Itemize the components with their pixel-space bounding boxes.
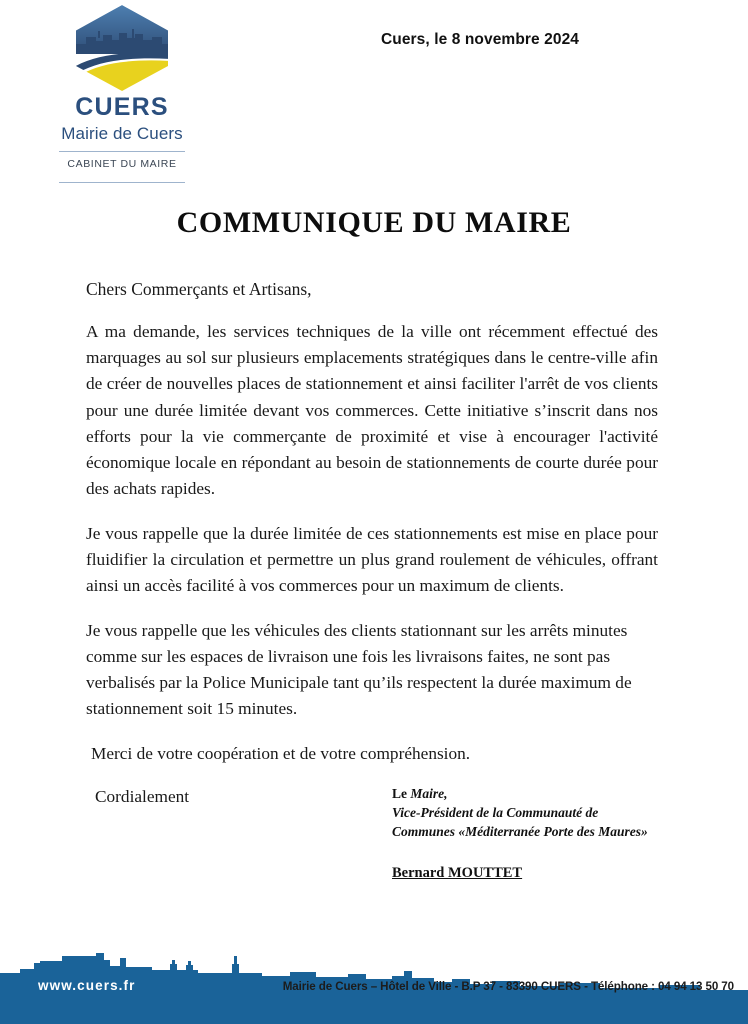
paragraph-2: Je vous rappelle que la durée limitée de ces stationnements est mise en place pour fluidifier la circulation et permettre un plus grand roulement de véhicules, offrant ainsi un accès facilité à vos commerces pour un maximum de clients. [86, 523, 658, 596]
paragraph-3: Je vous rappelle que les véhicules des clients stationnant sur les arrêts minutes comme sur les espaces de livraison une fois les livraisons faites, ne sont pas verbalisés par la Police Municipale tant qu’ils respectent la durée maximum de stationnement soit 15 minutes. [86, 620, 632, 719]
page-title: COMMUNIQUE DU MAIRE [176, 206, 572, 239]
cuers-logo-block [48, 4, 196, 183]
document-header [0, 0, 748, 185]
signature-role-title: Maire, [410, 786, 448, 801]
logo-department-label: CABINET DU MAIRE [67, 157, 177, 170]
cordially-line: Cordialement [95, 786, 190, 806]
signature-role-prefix: Le [392, 786, 411, 801]
cuers-crest-icon [72, 4, 172, 92]
website-url[interactable]: www.cuers.fr [38, 978, 136, 993]
logo-subtitle: Mairie de Cuers [61, 124, 183, 144]
letter-body [86, 278, 658, 810]
footer-blue-band [0, 996, 748, 1024]
signature-role-line-2: Vice-Président de la Communauté de [392, 805, 599, 821]
closing-line: Merci de votre coopération et de votre compréhension. [91, 743, 471, 763]
salutation: Chers Commerçants et Artisans, [86, 279, 312, 299]
signatory-name: Bernard MOUTTET [392, 865, 523, 882]
footer-address: Mairie de Cuers – Hôtel de Ville - B.P 37 - 83390 CUERS - Téléphone : 04 94 13 50 70 [282, 980, 734, 993]
signature-block [392, 784, 692, 884]
signature-role-line-3: Communes «Méditerranée Porte des Maures» [392, 824, 648, 840]
logo-city-name: CUERS [75, 93, 169, 121]
paragraph-1: A ma demande, les services techniques de la ville ont récemment effectué des marquages au sol sur plusieurs emplacements stratégiques dans le centre-ville afin de créer de nouvelles places de stationnement et ainsi faciliter l'arrêt de vos clients pour une durée limitée devant vos commerces. Cette initiative s’inscrit dans nos efforts pour la vie commerçante de proximité et vise à encourager l'activité économique locale en répondant au besoin de stationnements de courte durée pour des achats rapides. [86, 321, 658, 499]
date-line: Cuers, le 8 novembre 2024 [380, 31, 580, 48]
signature-role-line-1 [392, 784, 692, 803]
document-footer [0, 940, 748, 1024]
logo-divider-bottom [59, 182, 185, 183]
